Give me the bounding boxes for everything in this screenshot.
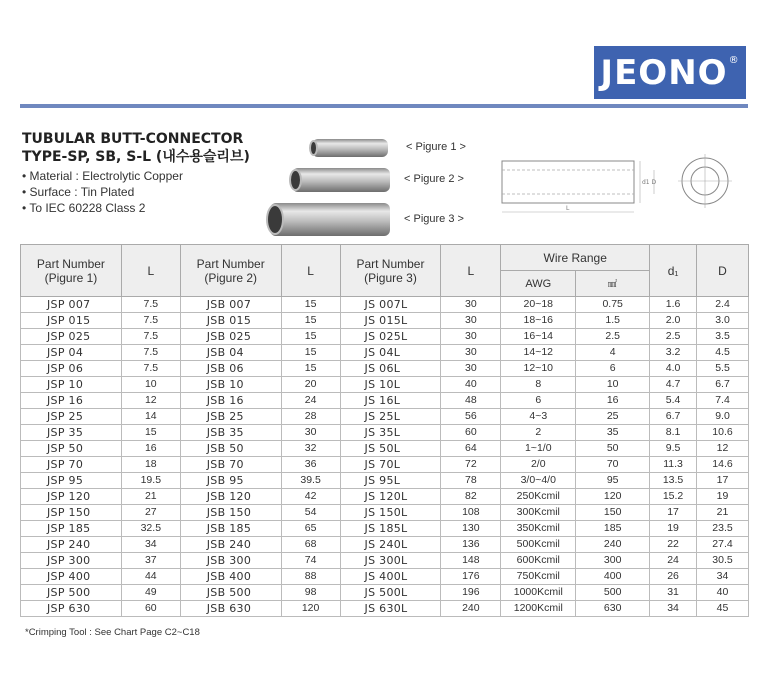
spec-standard: • To IEC 60228 Class 2: [22, 200, 183, 216]
cell-d1: 9.5: [650, 441, 697, 457]
cell-part-fig1: JSP 50: [21, 441, 122, 457]
cell-part-fig2: JSB 007: [180, 297, 281, 313]
cell-length-fig1: 60: [121, 601, 180, 617]
cell-part-fig3: JS 150L: [340, 505, 441, 521]
cell-part-fig3: JS 50L: [340, 441, 441, 457]
cell-part-fig3: JS 240L: [340, 537, 441, 553]
cell-D: 12: [697, 441, 749, 457]
cell-part-fig3: JS 35L: [340, 425, 441, 441]
cell-part-fig2: JSB 35: [180, 425, 281, 441]
cell-part-fig2: JSB 015: [180, 313, 281, 329]
cell-part-fig3: JS 630L: [340, 601, 441, 617]
cell-awg: 350Kcmil: [501, 521, 576, 537]
cell-length-fig3: 108: [441, 505, 501, 521]
header-pn1-text: Part Number: [36, 256, 105, 271]
cell-length-fig1: 7.5: [121, 313, 180, 329]
figure3-tube-image: [270, 203, 390, 236]
cell-mm2: 2.5: [576, 329, 650, 345]
cell-mm2: 95: [576, 473, 650, 489]
table-row: [21, 345, 749, 361]
cell-D: 7.4: [697, 393, 749, 409]
cell-part-fig3: JS 120L: [340, 489, 441, 505]
cell-part-fig2: JSB 630: [180, 601, 281, 617]
cell-part-fig1: JSP 95: [21, 473, 122, 489]
cell-mm2: 1.5: [576, 313, 650, 329]
cell-mm2: 400: [576, 569, 650, 585]
cell-mm2: 25: [576, 409, 650, 425]
cell-part-fig3: JS 16L: [340, 393, 441, 409]
figure1-tube-image: [312, 139, 388, 157]
header-length-1: L: [121, 245, 180, 297]
brand-logo-text: JEONO: [600, 52, 728, 93]
cell-part-fig3: JS 300L: [340, 553, 441, 569]
cell-length-fig3: 148: [441, 553, 501, 569]
cell-part-fig3: JS 500L: [340, 585, 441, 601]
length-label: L: [566, 205, 570, 212]
spec-list: [22, 168, 183, 216]
cell-d1: 22: [650, 537, 697, 553]
cell-length-fig3: 30: [441, 313, 501, 329]
table-row: [21, 521, 749, 537]
cell-d1: 19: [650, 521, 697, 537]
cell-D: 9.0: [697, 409, 749, 425]
cell-part-fig3: JS 185L: [340, 521, 441, 537]
cell-part-fig3: JS 25L: [340, 409, 441, 425]
cell-length-fig1: 7.5: [121, 329, 180, 345]
cell-length-fig1: 7.5: [121, 345, 180, 361]
cell-length-fig1: 7.5: [121, 297, 180, 313]
cell-D: 2.4: [697, 297, 749, 313]
cell-awg: 8: [501, 377, 576, 393]
cell-part-fig2: JSB 025: [180, 329, 281, 345]
table-row: [21, 313, 749, 329]
cell-length-fig1: 10: [121, 377, 180, 393]
cell-D: 3.0: [697, 313, 749, 329]
cell-mm2: 16: [576, 393, 650, 409]
table-row: [21, 297, 749, 313]
table-row: [21, 441, 749, 457]
cell-D: 4.5: [697, 345, 749, 361]
cell-D: 6.7: [697, 377, 749, 393]
cell-part-fig1: JSP 06: [21, 361, 122, 377]
cell-length-fig2: 24: [281, 393, 340, 409]
cell-mm2: 50: [576, 441, 650, 457]
cell-D: 23.5: [697, 521, 749, 537]
cell-part-fig3: JS 06L: [340, 361, 441, 377]
cell-part-fig1: JSP 10: [21, 377, 122, 393]
cell-part-fig1: JSP 16: [21, 393, 122, 409]
cell-length-fig1: 14: [121, 409, 180, 425]
cell-length-fig2: 30: [281, 425, 340, 441]
cell-awg: 1000Kcmil: [501, 585, 576, 601]
figure2-tube-image: [292, 168, 390, 192]
cell-length-fig2: 120: [281, 601, 340, 617]
cell-d1: 1.6: [650, 297, 697, 313]
table-row: [21, 537, 749, 553]
cell-mm2: 4: [576, 345, 650, 361]
cell-awg: 2: [501, 425, 576, 441]
cell-D: 10.6: [697, 425, 749, 441]
cell-part-fig2: JSB 10: [180, 377, 281, 393]
table-row: [21, 601, 749, 617]
figure1-label: < Pigure 1 >: [406, 141, 466, 153]
diameter-labels: d1 D: [642, 179, 657, 186]
cell-awg: 250Kcmil: [501, 489, 576, 505]
figure1-tube-end: [309, 140, 318, 156]
cell-D: 34: [697, 569, 749, 585]
table-row: [21, 489, 749, 505]
cell-awg: 2/0: [501, 457, 576, 473]
cell-awg: 300Kcmil: [501, 505, 576, 521]
cell-length-fig3: 72: [441, 457, 501, 473]
cell-length-fig2: 15: [281, 345, 340, 361]
cell-length-fig1: 15: [121, 425, 180, 441]
cell-d1: 31: [650, 585, 697, 601]
cell-part-fig3: JS 400L: [340, 569, 441, 585]
cell-length-fig3: 56: [441, 409, 501, 425]
cell-d1: 6.7: [650, 409, 697, 425]
cell-awg: 500Kcmil: [501, 537, 576, 553]
product-title: [22, 130, 250, 166]
cell-length-fig1: 16: [121, 441, 180, 457]
cell-part-fig3: JS 04L: [340, 345, 441, 361]
cell-awg: 1~1/0: [501, 441, 576, 457]
cell-length-fig3: 196: [441, 585, 501, 601]
header-pn3-text: Part Number: [356, 256, 425, 271]
spec-table-body: [21, 297, 749, 617]
cell-part-fig2: JSB 06: [180, 361, 281, 377]
cell-length-fig1: 37: [121, 553, 180, 569]
header-mm2: ㎟: [576, 271, 650, 297]
header-part-number-1: [21, 245, 122, 297]
cell-D: 45: [697, 601, 749, 617]
cell-part-fig1: JSP 04: [21, 345, 122, 361]
cell-part-fig1: JSP 025: [21, 329, 122, 345]
cell-D: 14.6: [697, 457, 749, 473]
cell-length-fig1: 44: [121, 569, 180, 585]
cell-part-fig2: JSB 95: [180, 473, 281, 489]
cell-D: 21: [697, 505, 749, 521]
table-row: [21, 409, 749, 425]
header-fig3-text: (Pigure 3): [364, 270, 417, 285]
cell-awg: 750Kcmil: [501, 569, 576, 585]
cell-part-fig2: JSB 120: [180, 489, 281, 505]
cell-length-fig1: 19.5: [121, 473, 180, 489]
cell-part-fig1: JSP 240: [21, 537, 122, 553]
cell-D: 27.4: [697, 537, 749, 553]
cell-length-fig3: 30: [441, 361, 501, 377]
cell-D: 3.5: [697, 329, 749, 345]
cell-length-fig3: 176: [441, 569, 501, 585]
cell-length-fig1: 32.5: [121, 521, 180, 537]
cell-mm2: 630: [576, 601, 650, 617]
cell-length-fig3: 136: [441, 537, 501, 553]
cell-part-fig2: JSB 400: [180, 569, 281, 585]
header-d1: d₁: [650, 245, 697, 297]
cell-length-fig3: 240: [441, 601, 501, 617]
table-row: [21, 457, 749, 473]
cell-D: 5.5: [697, 361, 749, 377]
cell-part-fig1: JSP 630: [21, 601, 122, 617]
table-row: [21, 585, 749, 601]
header-part-number-2: [180, 245, 281, 297]
cell-awg: 18~16: [501, 313, 576, 329]
cell-part-fig2: JSB 25: [180, 409, 281, 425]
cell-d1: 17: [650, 505, 697, 521]
cell-length-fig1: 12: [121, 393, 180, 409]
cell-D: 17: [697, 473, 749, 489]
cell-mm2: 70: [576, 457, 650, 473]
cell-length-fig2: 28: [281, 409, 340, 425]
cell-length-fig2: 39.5: [281, 473, 340, 489]
cell-length-fig2: 42: [281, 489, 340, 505]
cell-d1: 2.0: [650, 313, 697, 329]
table-row: [21, 569, 749, 585]
cell-length-fig2: 65: [281, 521, 340, 537]
cell-part-fig1: JSP 25: [21, 409, 122, 425]
header-part-number-3: [340, 245, 441, 297]
cell-length-fig2: 68: [281, 537, 340, 553]
product-title-line2: TYPE-SP, SB, S-L (내수용슬리브): [22, 149, 250, 165]
cell-length-fig2: 15: [281, 361, 340, 377]
cell-awg: 1200Kcmil: [501, 601, 576, 617]
cell-length-fig3: 78: [441, 473, 501, 489]
cell-part-fig1: JSP 500: [21, 585, 122, 601]
cell-length-fig3: 60: [441, 425, 501, 441]
figure2-label: < Pigure 2 >: [404, 173, 464, 185]
cell-length-fig3: 64: [441, 441, 501, 457]
cell-length-fig3: 30: [441, 329, 501, 345]
cell-mm2: 300: [576, 553, 650, 569]
cell-part-fig2: JSB 04: [180, 345, 281, 361]
cell-mm2: 35: [576, 425, 650, 441]
cell-length-fig2: 15: [281, 313, 340, 329]
cell-awg: 16~14: [501, 329, 576, 345]
cell-d1: 2.5: [650, 329, 697, 345]
table-row: [21, 393, 749, 409]
cell-d1: 11.3: [650, 457, 697, 473]
cell-d1: 5.4: [650, 393, 697, 409]
cell-part-fig1: JSP 007: [21, 297, 122, 313]
cell-part-fig3: JS 10L: [340, 377, 441, 393]
header-length-2: L: [281, 245, 340, 297]
cell-mm2: 120: [576, 489, 650, 505]
cell-part-fig3: JS 70L: [340, 457, 441, 473]
figure3-tube-end: [266, 204, 284, 235]
header-wire-range: Wire Range: [501, 245, 650, 271]
cell-D: 40: [697, 585, 749, 601]
cell-length-fig2: 88: [281, 569, 340, 585]
cell-d1: 13.5: [650, 473, 697, 489]
table-row: [21, 329, 749, 345]
cell-length-fig2: 32: [281, 441, 340, 457]
cell-length-fig3: 40: [441, 377, 501, 393]
figure3-label: < Pigure 3 >: [404, 213, 464, 225]
cell-part-fig3: JS 95L: [340, 473, 441, 489]
cell-length-fig2: 15: [281, 297, 340, 313]
cell-part-fig3: JS 025L: [340, 329, 441, 345]
cell-awg: 3/0~4/0: [501, 473, 576, 489]
cell-part-fig2: JSB 185: [180, 521, 281, 537]
cell-part-fig1: JSP 015: [21, 313, 122, 329]
cell-length-fig3: 30: [441, 297, 501, 313]
cell-mm2: 6: [576, 361, 650, 377]
cell-d1: 4.0: [650, 361, 697, 377]
table-row: [21, 377, 749, 393]
header-D: D: [697, 245, 749, 297]
cell-length-fig2: 20: [281, 377, 340, 393]
cell-d1: 8.1: [650, 425, 697, 441]
cell-part-fig2: JSB 150: [180, 505, 281, 521]
cell-part-fig3: JS 007L: [340, 297, 441, 313]
cell-part-fig2: JSB 240: [180, 537, 281, 553]
cell-length-fig2: 36: [281, 457, 340, 473]
cell-length-fig2: 54: [281, 505, 340, 521]
header-pn2-text: Part Number: [196, 256, 265, 271]
product-title-line1: TUBULAR BUTT-CONNECTOR: [22, 131, 244, 147]
cell-length-fig2: 15: [281, 329, 340, 345]
cell-part-fig1: JSP 400: [21, 569, 122, 585]
header-fig1-text: (Pigure 1): [44, 270, 98, 285]
cell-awg: 600Kcmil: [501, 553, 576, 569]
cell-mm2: 500: [576, 585, 650, 601]
header-fig2-text: (Pigure 2): [204, 270, 258, 285]
cell-part-fig1: JSP 185: [21, 521, 122, 537]
cell-length-fig3: 48: [441, 393, 501, 409]
cell-part-fig1: JSP 300: [21, 553, 122, 569]
spec-table: [20, 244, 749, 617]
cell-length-fig1: 49: [121, 585, 180, 601]
header-rule: [20, 104, 748, 108]
cell-part-fig1: JSP 120: [21, 489, 122, 505]
cell-awg: 12~10: [501, 361, 576, 377]
cell-length-fig1: 21: [121, 489, 180, 505]
cell-D: 19: [697, 489, 749, 505]
table-row: [21, 553, 749, 569]
cell-mm2: 185: [576, 521, 650, 537]
cell-length-fig3: 82: [441, 489, 501, 505]
cell-length-fig1: 7.5: [121, 361, 180, 377]
cell-part-fig2: JSB 70: [180, 457, 281, 473]
cell-part-fig2: JSB 16: [180, 393, 281, 409]
cell-mm2: 150: [576, 505, 650, 521]
cell-awg: 14~12: [501, 345, 576, 361]
cell-d1: 4.7: [650, 377, 697, 393]
cell-d1: 34: [650, 601, 697, 617]
cell-part-fig1: JSP 150: [21, 505, 122, 521]
cell-length-fig3: 30: [441, 345, 501, 361]
cell-part-fig1: JSP 35: [21, 425, 122, 441]
spec-material: • Material : Electrolytic Copper: [22, 168, 183, 184]
cell-part-fig2: JSB 500: [180, 585, 281, 601]
cell-part-fig3: JS 015L: [340, 313, 441, 329]
registered-mark: ®: [728, 55, 740, 66]
table-row: [21, 505, 749, 521]
cell-length-fig2: 74: [281, 553, 340, 569]
cell-d1: 15.2: [650, 489, 697, 505]
cell-length-fig1: 34: [121, 537, 180, 553]
cell-part-fig2: JSB 300: [180, 553, 281, 569]
cell-d1: 24: [650, 553, 697, 569]
cell-mm2: 10: [576, 377, 650, 393]
cell-d1: 3.2: [650, 345, 697, 361]
cell-length-fig3: 130: [441, 521, 501, 537]
cell-D: 30.5: [697, 553, 749, 569]
cell-length-fig2: 98: [281, 585, 340, 601]
cell-length-fig1: 27: [121, 505, 180, 521]
cell-awg: 4~3: [501, 409, 576, 425]
table-row: [21, 473, 749, 489]
cell-part-fig1: JSP 70: [21, 457, 122, 473]
header-length-3: L: [441, 245, 501, 297]
cell-d1: 26: [650, 569, 697, 585]
cell-length-fig1: 18: [121, 457, 180, 473]
spec-surface: • Surface : Tin Plated: [22, 184, 183, 200]
cell-awg: 20~18: [501, 297, 576, 313]
footnote: *Crimping Tool : See Chart Page C2~C18: [25, 627, 200, 638]
cell-mm2: 240: [576, 537, 650, 553]
brand-logo: [594, 46, 746, 99]
header-awg: AWG: [501, 271, 576, 297]
table-row: [21, 425, 749, 441]
cell-part-fig2: JSB 50: [180, 441, 281, 457]
figure2-tube-end: [289, 169, 302, 191]
cell-mm2: 0.75: [576, 297, 650, 313]
technical-drawing: [490, 150, 760, 220]
cell-awg: 6: [501, 393, 576, 409]
table-row: [21, 361, 749, 377]
